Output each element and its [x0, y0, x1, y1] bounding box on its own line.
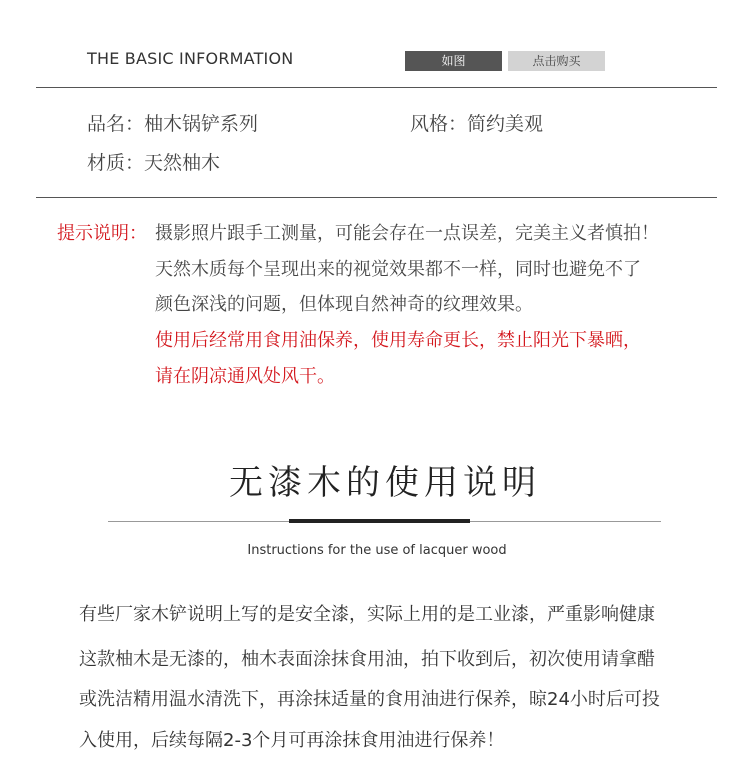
notice-line: 天然木质每个呈现出来的视觉效果都不一样，同时也避免不了 [155, 259, 641, 280]
divider-middle [36, 197, 717, 198]
info-product-name: 品名：柚木锅铲系列 [87, 113, 259, 135]
divider-top [36, 87, 717, 88]
notice-line: 颜色深浅的问题，但体现自然神奇的纹理效果。 [155, 294, 533, 315]
header-title: THE BASIC INFORMATION [87, 49, 294, 68]
notice-warning-line: 请在阴凉通风处风干。 [155, 366, 335, 387]
notice-line: 摄影照片跟手工测量，可能会存在一点误差，完美主义者慎拍！ [155, 223, 659, 244]
body-paragraph-line: 入使用，后续每隔2-3个月可再涂抹食用油进行保养！ [79, 730, 505, 751]
body-paragraph-line: 有些厂家木铲说明上写的是安全漆，实际上用的是工业漆，严重影响健康 [79, 604, 655, 625]
tab-buy[interactable]: 点击购买 [508, 51, 605, 71]
section-divider-accent [289, 519, 470, 523]
body-paragraph-line: 这款柚木是无漆的，柚木表面涂抹食用油，拍下收到后，初次使用请拿醋 [79, 649, 655, 670]
tab-image[interactable]: 如图 [405, 51, 502, 71]
notice-warning-line: 使用后经常用食用油保养，使用寿命更长，禁止阳光下暴晒， [155, 330, 641, 351]
section-subtitle: Instructions for the use of lacquer wood [247, 543, 507, 558]
body-paragraph-line: 或洗洁精用温水清洗下，再涂抹适量的食用油进行保养，晾24小时后可投 [79, 689, 660, 710]
info-style: 风格：简约美观 [410, 113, 544, 135]
notice-label: 提示说明： [57, 223, 147, 244]
section-title: 无漆木的使用说明 [229, 463, 541, 503]
info-material: 材质：天然柚木 [87, 152, 221, 174]
